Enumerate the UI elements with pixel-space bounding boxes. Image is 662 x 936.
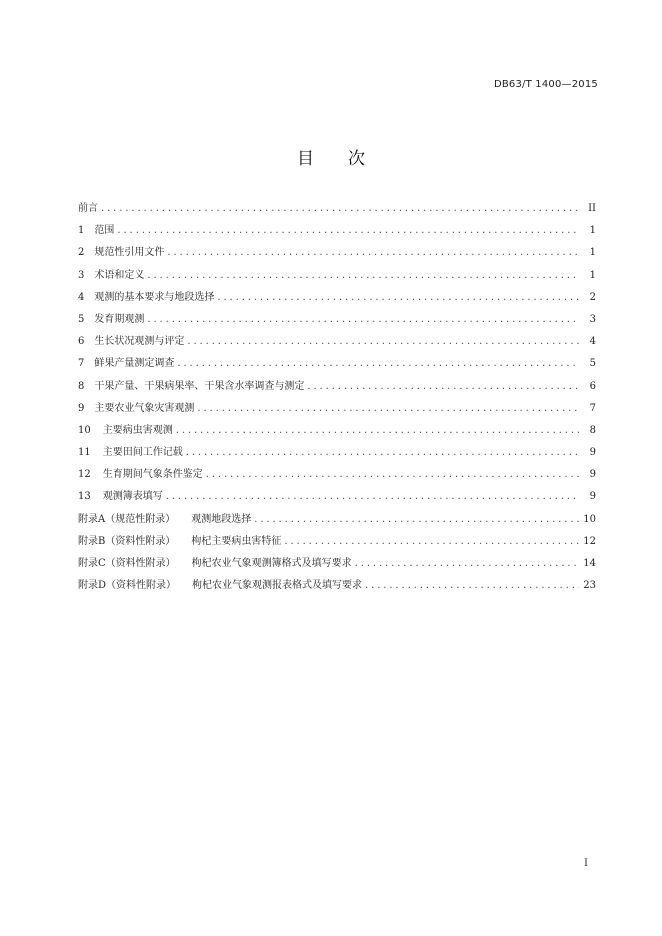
toc-appendix-b[interactable] [78,531,596,553]
toc-entry-label: 术语和定义 [94,269,145,281]
toc-entry-label: 鲜果产量测定调查 [94,358,175,370]
toc-leader-dots [186,442,579,464]
toc-entry-3[interactable] [78,265,596,287]
toc-page-number: 1 [589,269,596,281]
toc-page-number: 5 [589,358,596,370]
toc-page-number: 4 [589,336,596,348]
toc-entry-label: 干果产量、干果病果率、干果含水率调查与测定 [94,380,305,392]
toc-entry-number: 8 [78,380,85,392]
toc-appendix-id: 附录B（资料性附录） [78,535,176,547]
toc-appendix-id: 附录C（资料性附录） [78,558,176,569]
toc-entry-label: 主要田间工作记载 [102,447,183,459]
toc-entry-label: 生长状况观测与评定 [94,336,185,348]
toc-page-number: 12 [583,535,596,547]
toc-leader-dots [206,464,579,486]
toc-leader-dots [177,353,579,375]
toc-entry-number: 4 [78,291,85,303]
toc-entry-7[interactable] [78,353,596,375]
toc-entry-label: 前言 [78,203,98,214]
toc-leader-dots [355,553,579,575]
document-code: DB63/T 1400—2015 [493,79,598,90]
toc-leader-dots [217,287,579,309]
toc-entry-label: 生育期间气象条件鉴定 [102,469,203,481]
toc-entry-label: 枸杞主要病虫害特征 [191,535,282,547]
toc-entry-label: 范围 [94,225,115,237]
toc-entry-1[interactable] [78,220,596,242]
toc-leader-dots [197,398,579,420]
toc-appendix-id: 附录A（规范性附录） [78,513,176,525]
toc-entry-number: 11 [78,447,91,459]
toc-page-number: 6 [589,380,596,392]
toc-entry-label: 枸杞农业气象观测簿格式及填写要求 [191,558,352,569]
toc-entry-label: 观测地段选择 [191,513,252,525]
toc-page-number: 1 [589,225,596,237]
toc-leader-dots [254,509,579,531]
toc-page-number: 23 [583,580,596,592]
toc-appendix-a[interactable] [78,509,596,531]
toc-entry-8[interactable] [78,376,596,398]
toc-leader-dots [187,331,579,353]
toc-leader-dots [147,265,579,287]
toc-page-number: 9 [589,491,596,503]
toc-entry-foreword[interactable] [78,198,596,220]
toc-page-number: 14 [583,558,596,569]
toc-page-number: 2 [589,291,596,303]
toc-leader-dots [307,376,579,398]
toc-page-number: 9 [589,447,596,459]
toc-entry-11[interactable] [78,442,596,464]
toc-entry-5[interactable] [78,309,596,331]
toc-entry-label: 主要农业气象灾害观测 [94,402,195,414]
toc-entry-label: 主要病虫害观测 [102,424,173,436]
toc-page-number: 8 [589,424,596,436]
toc-entry-number: 9 [78,402,85,414]
toc-page-number: II [588,203,596,214]
toc-entry-number: 5 [78,313,85,325]
toc-entry-number: 12 [78,469,91,481]
toc-leader-dots [284,531,579,553]
footer-page-number: I [584,858,588,869]
toc-appendix-id: 附录D（资料性附录） [78,580,177,592]
toc-page-number: 3 [589,313,596,325]
toc-leader-dots [147,309,579,331]
toc-entry-13[interactable] [78,486,596,508]
toc-entry-number: 3 [78,269,85,281]
toc-entry-4[interactable] [78,287,596,309]
toc-entry-label: 规范性引用文件 [94,247,165,259]
toc-entry-number: 1 [78,225,85,237]
toc-entry-number: 2 [78,247,85,259]
toc-page-number: 9 [589,469,596,481]
toc-leader-dots [176,420,579,442]
toc-entry-9[interactable] [78,398,596,420]
toc-entry-number: 13 [78,491,91,503]
toc-leader-dots [101,198,579,220]
toc-entry-10[interactable] [78,420,596,442]
title-char-1: 目 [297,149,314,169]
toc-entry-2[interactable] [78,242,596,264]
toc-page-number: 10 [583,513,596,525]
toc-appendix-d[interactable] [78,575,596,597]
toc-leader-dots [166,486,579,508]
title-char-2: 次 [348,149,365,169]
toc-entry-label: 枸杞农业气象观测报表格式及填写要求 [192,580,363,592]
toc-leader-dots [167,242,579,264]
toc-entry-number: 10 [78,424,91,436]
table-of-contents [78,198,596,597]
toc-entry-label: 观测簿表填写 [102,491,163,503]
toc-leader-dots [365,575,579,597]
toc-entry-number: 7 [78,358,85,370]
toc-entry-label: 发育期观测 [94,313,145,325]
page-title [0,144,662,169]
toc-entry-6[interactable] [78,331,596,353]
toc-entry-12[interactable] [78,464,596,486]
toc-leader-dots [117,220,579,242]
toc-entry-label: 观测的基本要求与地段选择 [94,291,215,303]
toc-entry-number: 6 [78,336,85,348]
toc-page-number: 1 [589,247,596,259]
toc-page-number: 7 [589,402,596,414]
toc-appendix-c[interactable] [78,553,596,575]
